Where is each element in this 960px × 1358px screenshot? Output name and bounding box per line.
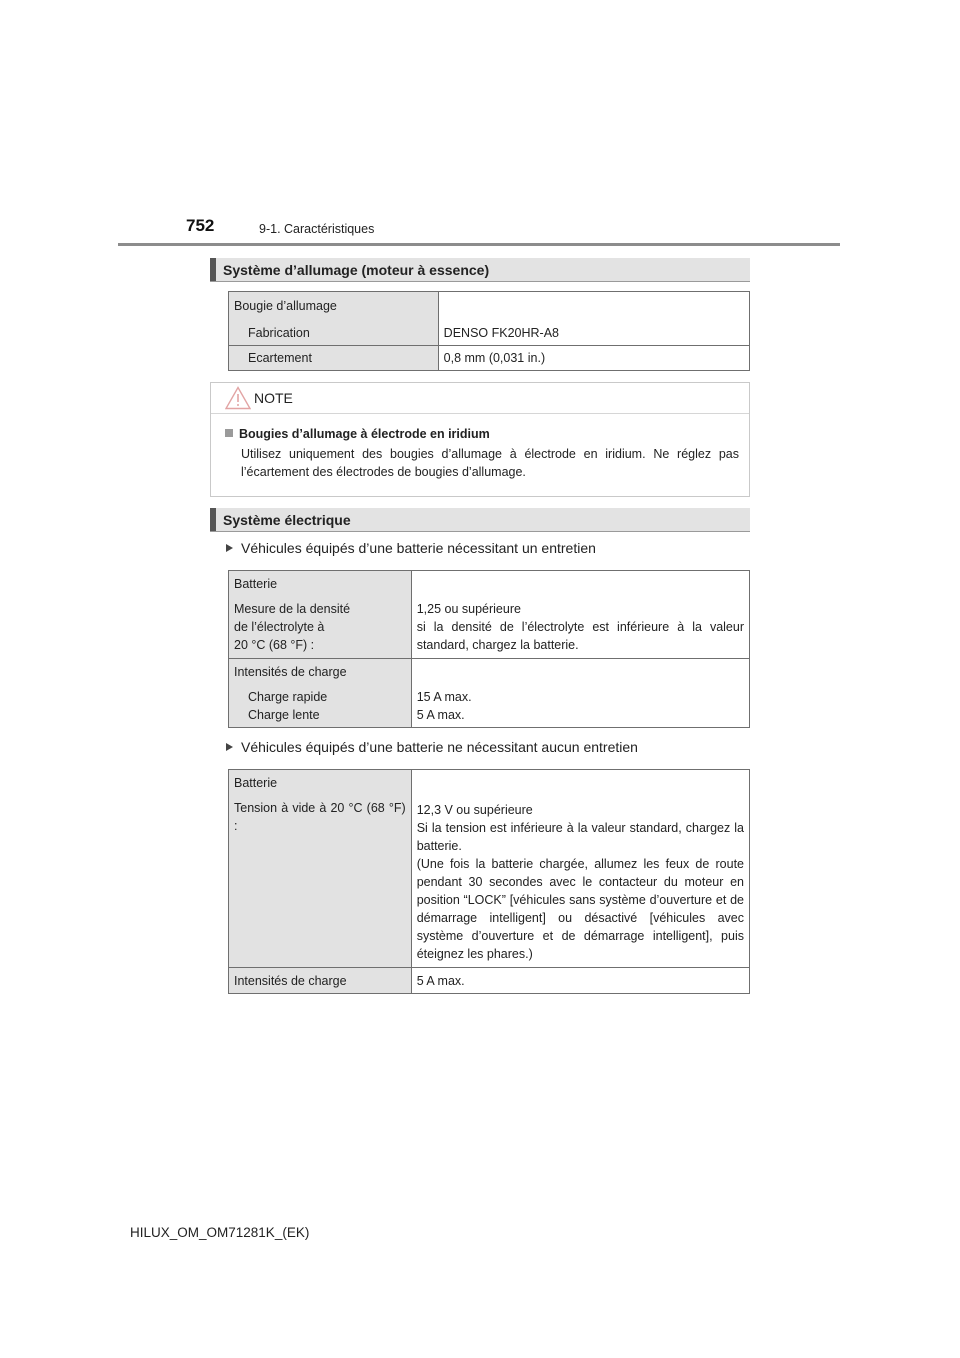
- section-marker: [210, 258, 216, 281]
- gap-label-cell: [229, 346, 439, 371]
- density-label-line: 20 °C (68 °F) :: [234, 638, 315, 652]
- maintenance-free-bullet: [226, 739, 638, 755]
- maintenance-free-battery-table: [228, 769, 750, 994]
- maintained-battery-heading: Véhicules équipés d’une batterie nécessitant un entretien: [241, 540, 596, 556]
- density-note: si la densité de l’électrolyte est inférieure à la valeur standard, chargez la batterie.: [416, 620, 744, 652]
- electrical-section-title: Système électrique: [223, 512, 351, 528]
- battery-density-label-cell: [229, 571, 412, 659]
- density-value-cell: [411, 571, 749, 659]
- chapter-title: 9-1. Caractéristiques: [259, 222, 375, 236]
- spark-plug-group-label: Bougie d’allumage: [234, 299, 337, 313]
- table-row: [229, 770, 750, 968]
- maintained-battery-bullet: [226, 540, 596, 556]
- fabrication-value-cell: [438, 292, 749, 346]
- ignition-section-title: Système d’allumage (moteur à essence): [223, 262, 490, 278]
- square-bullet-icon: [225, 429, 233, 437]
- note-box: [210, 382, 750, 497]
- charge-value: 5 A max.: [416, 974, 465, 988]
- charge-label-cell: [229, 659, 412, 728]
- voltage-label-cell: [229, 770, 412, 968]
- voltage-value-text: 12,3 V ou supérieure: [416, 803, 533, 817]
- table-row: [229, 346, 750, 371]
- table-row: [229, 659, 750, 728]
- note-header: [211, 383, 749, 414]
- charge-label: Intensités de charge: [234, 665, 347, 679]
- charge-label-cell: [229, 968, 412, 994]
- note-text: Utilisez uniquement des bougies d’allumage à électrode en iridium. Ne réglez pas l’écartement des électrodes de bougies d’allumage.: [241, 447, 739, 479]
- fast-charge-label: Charge rapide: [248, 690, 328, 704]
- slow-charge-label: Charge lente: [248, 708, 320, 722]
- fast-charge-value: 15 A max.: [416, 690, 472, 704]
- table-row: [229, 571, 750, 659]
- maintained-battery-table: [228, 570, 750, 728]
- fabrication-label: Fabrication: [248, 326, 310, 340]
- density-label: [229, 600, 411, 658]
- warning-icon: [225, 386, 251, 410]
- document-code: HILUX_OM_OM71281K_(EK): [130, 1225, 310, 1240]
- fabrication-value: DENSO FK20HR-A8: [443, 326, 559, 340]
- note-title-text: Bougies d’allumage à électrode en iridium: [239, 427, 490, 441]
- density-label-line: Mesure de la densité: [234, 602, 351, 616]
- note-title: [225, 427, 490, 441]
- header-divider: [118, 243, 840, 246]
- section-marker: [210, 508, 216, 531]
- electrical-section-header: [210, 508, 750, 532]
- page-number: 752: [186, 216, 215, 235]
- table-row: [229, 292, 750, 346]
- triangle-bullet-icon: [226, 544, 233, 552]
- battery-label: Batterie: [234, 776, 278, 790]
- density-label-line: de l’électrolyte à: [234, 620, 325, 634]
- maintenance-free-heading: Véhicules équipés d’une batterie ne nécessitant aucun entretien: [241, 739, 638, 755]
- note-label: NOTE: [254, 390, 293, 406]
- ignition-spec-table: [228, 291, 750, 371]
- voltage-value-cell: [411, 770, 749, 968]
- gap-value: 0,8 mm (0,031 in.): [443, 351, 546, 365]
- charge-label: Intensités de charge: [234, 974, 347, 988]
- gap-value-cell: [438, 346, 749, 371]
- ignition-section-header: [210, 258, 750, 282]
- charge-values: [412, 685, 749, 727]
- spark-plug-label-cell: [229, 292, 439, 346]
- voltage-label: Tension à vide à 20 °C (68 °F) :: [234, 801, 406, 833]
- slow-charge-value: 5 A max.: [416, 708, 465, 722]
- density-value: [412, 597, 749, 658]
- density-value-text: 1,25 ou supérieure: [416, 602, 521, 616]
- gap-label: Ecartement: [248, 351, 312, 365]
- table-row: [229, 968, 750, 994]
- charge-value-cell: [411, 968, 749, 994]
- voltage-note: Si la tension est inférieure à la valeur standard, chargez la batterie.: [416, 821, 744, 853]
- voltage-instructions: (Une fois la batterie chargée, allumez les feux de route pendant 30 secondes avec le contacteur du moteur en position “LOCK” [véhicules sans système d’ouverture et de démarrage intelligent] ou désactivé [véhicules avec système d’ouverture et de démarrage intelligent], puis éteignez les phares.): [416, 857, 744, 961]
- triangle-bullet-icon: [226, 743, 233, 751]
- battery-label: Batterie: [234, 577, 278, 591]
- charge-value-cell: [411, 659, 749, 728]
- voltage-value: [412, 770, 749, 967]
- charge-modes: [229, 688, 411, 727]
